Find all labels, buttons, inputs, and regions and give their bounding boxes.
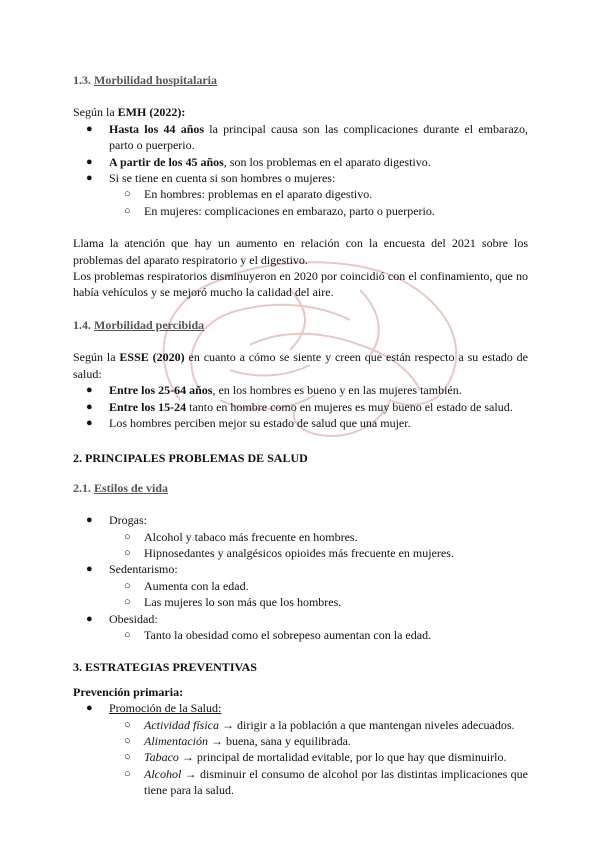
list-item: ● Hasta los 44 años la principal causa son las complicaciones durante el embarazo, parto o puerperio. xyxy=(86,121,528,153)
list-item: ○ Hipnosedantes y analgésicos opioides más frecuente en mujeres. xyxy=(124,545,454,560)
section-2-1-heading xyxy=(73,480,528,496)
esse-ref: ESSE (2020) xyxy=(119,350,185,365)
emh-ref: EMH (2022): xyxy=(117,105,186,120)
section-2-heading: 2. PRINCIPALES PROBLEMAS DE SALUD xyxy=(73,451,308,466)
s14-list xyxy=(73,382,528,431)
list-item: ○ Alimentación → buena, sana y equilibrada. xyxy=(124,734,351,748)
list-item-drogas: ● Drogas: ○ Alcohol y tabaco más frecuente en hombres. ○ Hipnosedantes y analgésicos opioides más frecuente en mujeres. xyxy=(73,512,528,561)
section-number: 1.3. xyxy=(73,73,91,87)
section-1-3-heading xyxy=(73,72,528,88)
list-item: ● Si se tiene en cuenta si son hombres o mujeres: ○ En hombres: problemas en el aparato digestivo. ○ En mujeres: complicaciones en embarazo, parto o puerperio. xyxy=(73,170,528,219)
list-item: ○ Tanto la obesidad como el sobrepeso aumentan con la edad. xyxy=(124,627,432,642)
prevention-heading: Prevención primaria: xyxy=(73,684,184,699)
section-title: Estilos de vida xyxy=(94,480,169,495)
section-number: 1.4. xyxy=(73,317,91,332)
list-item: ○ Aumenta con la edad. xyxy=(124,578,249,593)
section-1-4-heading xyxy=(73,317,528,333)
s14-intro: Según la ESSE (2020) en cuanto a cómo se siente y creen que están respecto a su estado de salud: xyxy=(73,350,528,381)
list-item: ○ Tabaco → principal de mortalidad evitable, por lo que hay que disminuirlo. xyxy=(124,750,507,765)
list-item: ○ Alcohol → disminuir el consumo de alcohol por las distintas implicaciones que tiene para la salud. xyxy=(124,766,528,798)
list-item: ○ En hombres: problemas en el aparato digestivo. xyxy=(124,187,373,202)
list-item: ● Los hombres perciben mejor su estado de salud que una mujer. xyxy=(86,415,411,430)
lifestyle-list xyxy=(73,512,528,643)
list-item: ● Entre los 25-64 años, en los hombres es bueno y en las mujeres también. xyxy=(86,383,462,398)
document-content xyxy=(73,72,528,799)
section-number: 2.1. xyxy=(73,480,91,495)
list-item: ● A partir de los 45 años, son los problemas en el aparato digestivo. xyxy=(86,154,431,169)
s13-paragraph-2: Los problemas respiratorios disminuyeron en 2020 por coincidió con el confinamiento, que no había vehículos y se mejoró mucho la calidad del aire. xyxy=(73,269,528,300)
section-title: Morbilidad percibida xyxy=(94,317,205,332)
section-title: Morbilidad hospitalaria xyxy=(94,73,218,87)
list-item-sedentarismo: ● Sedentarismo: ○ Aumenta con la edad. ○ Las mujeres lo son más que los hombres. xyxy=(73,561,528,610)
s13-sublist xyxy=(109,186,528,219)
s13-intro: Según la EMH (2022): xyxy=(73,105,186,120)
list-item: ● Entre los 15-24 tanto en hombre como en mujeres es muy bueno el estado de salud. xyxy=(86,399,513,414)
section-3-heading: 3. ESTRATEGIAS PREVENTIVAS xyxy=(73,660,257,675)
list-item-promocion: ● Promoción de la Salud: ○ Actividad física → dirigir a la población a que mantengan niveles adecuados. ○ Alimentación → buena, sana y equilibrada. ○ Tabaco → principal de mortalidad evitable, por lo que hay que disminuirlo. ○ Alcohol → disminuir el consumo de alcohol por las distintas implicaciones que tiene para la salud. xyxy=(73,700,528,798)
s13-paragraph-1: Llama la atención que hay un aumento en relación con la encuesta del 2021 sobre los problemas del aparato respiratorio y el digestivo. xyxy=(73,236,528,267)
list-item: ○ Actividad física → dirigir a la población a que mantengan niveles adecuados. xyxy=(124,717,515,732)
list-item: ○ Alcohol y tabaco más frecuente en hombres. xyxy=(124,529,358,544)
prevention-list xyxy=(73,700,528,798)
list-item: ○ Las mujeres lo son más que los hombres. xyxy=(124,595,342,610)
list-item: ○ En mujeres: complicaciones en embarazo, parto o puerperio. xyxy=(124,203,435,218)
list-item-obesidad: ● Obesidad: ○ Tanto la obesidad como el sobrepeso aumentan con la edad. xyxy=(73,611,528,644)
s13-list xyxy=(73,121,528,219)
